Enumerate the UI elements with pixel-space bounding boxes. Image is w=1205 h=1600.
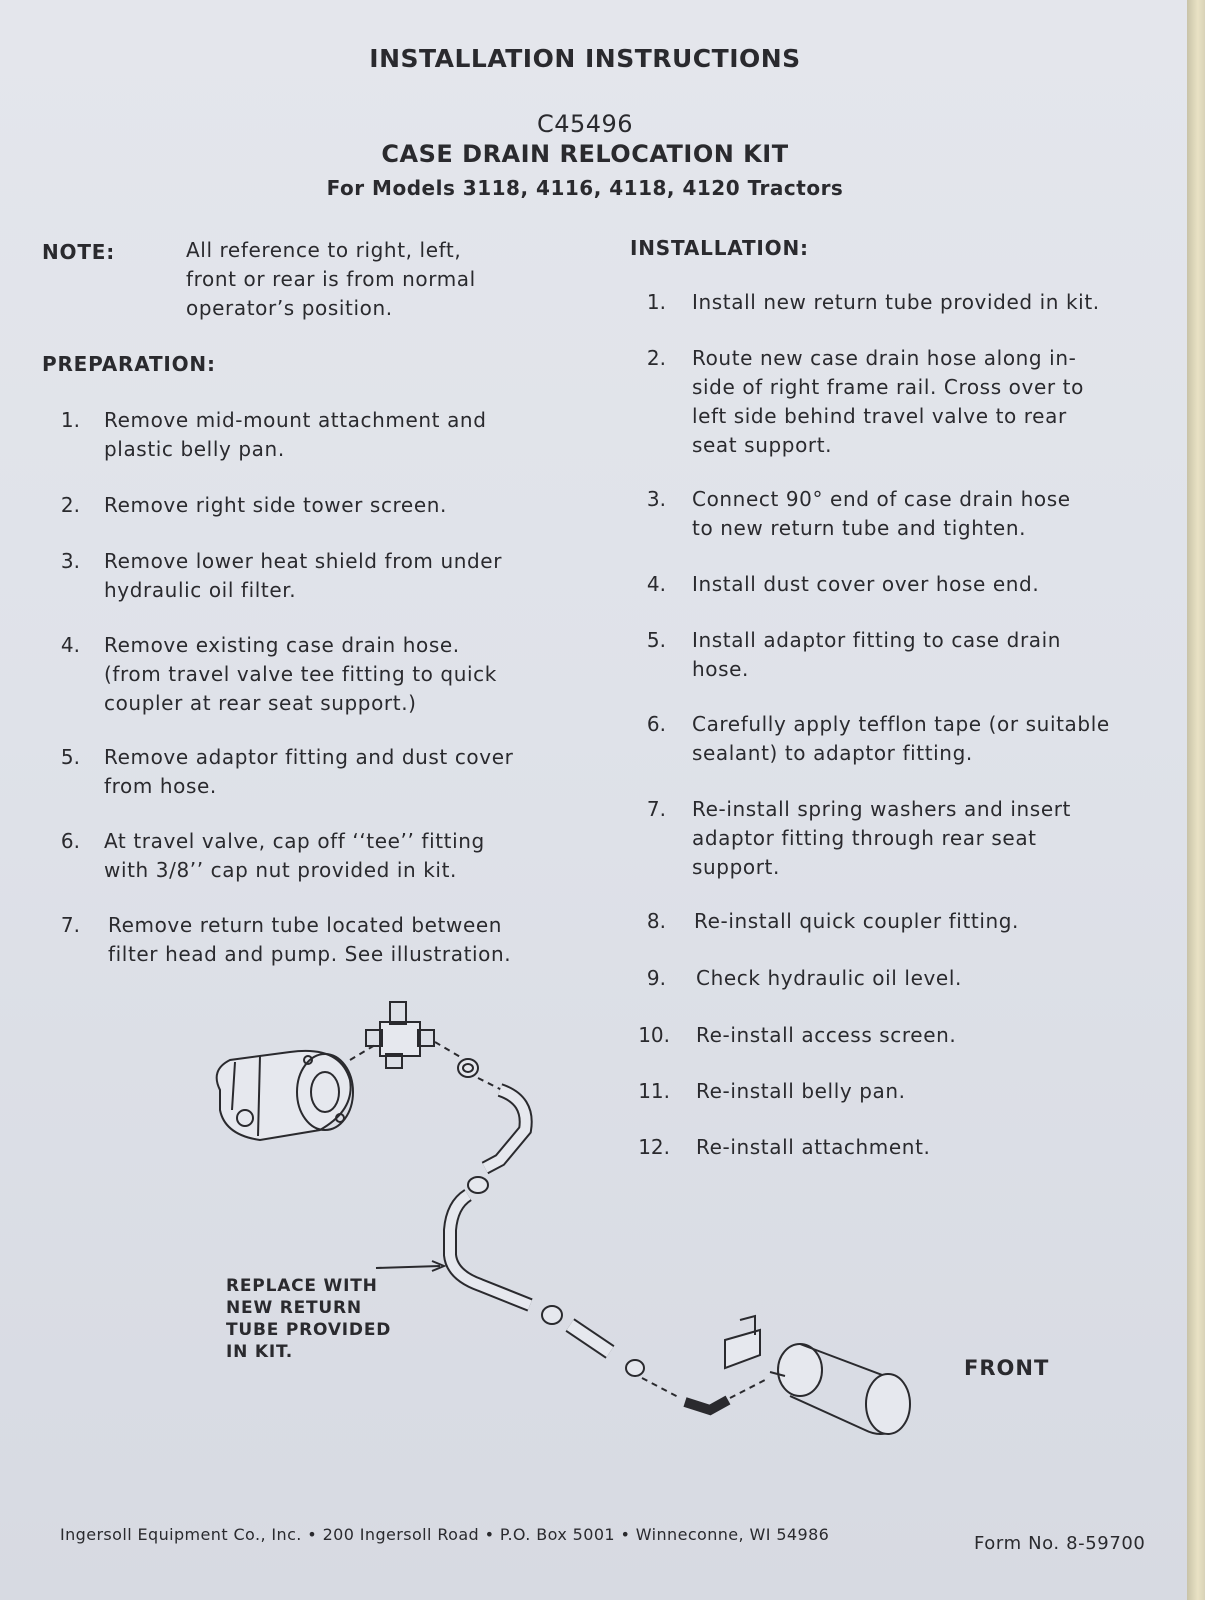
hydraulic-pump-drawing <box>217 1051 353 1140</box>
step-number: 12. <box>638 1135 670 1159</box>
oil-filter-drawing <box>770 1344 910 1434</box>
step-number: 3. <box>646 487 666 511</box>
step-line: side of right frame rail. Cross over to <box>692 375 1084 399</box>
callout-line: NEW RETURN <box>226 1298 362 1318</box>
note-text <box>186 236 476 323</box>
step-line: Remove return tube located between <box>108 913 503 937</box>
step-text <box>692 344 1084 460</box>
step-number: 2. <box>646 346 666 370</box>
step-number: 2. <box>60 493 80 517</box>
step-number: 10. <box>638 1023 670 1047</box>
step-number: 4. <box>60 633 80 657</box>
step-number: 1. <box>60 408 80 432</box>
callout-line: TUBE PROVIDED <box>226 1320 392 1340</box>
step-number: 5. <box>60 745 80 769</box>
step-number: 1. <box>646 290 666 314</box>
step-text <box>104 406 487 464</box>
step-line: Re-install attachment. <box>696 1135 931 1159</box>
tee-fitting-drawing <box>366 1002 434 1068</box>
step-text <box>696 964 962 993</box>
step-line: seat support. <box>692 433 833 457</box>
note-line: All reference to right, left, <box>186 238 462 262</box>
preparation-heading: PREPARATION: <box>42 352 216 376</box>
step-number: 4. <box>646 572 666 596</box>
step-number: 8. <box>646 909 666 933</box>
step-line: hose. <box>692 657 749 681</box>
step-line: with 3/8’’ cap nut provided in kit. <box>104 858 457 882</box>
part-number: C45496 <box>536 110 634 138</box>
step-text <box>692 795 1071 882</box>
footer-company-address: Ingersoll Equipment Co., Inc. • 200 Ingersoll Road • P.O. Box 5001 • Winneconne, WI 54986 <box>60 1525 830 1544</box>
step-text <box>692 710 1110 768</box>
exploded-parts-illustration <box>200 1000 960 1500</box>
step-line: Re-install quick coupler fitting. <box>694 909 1020 933</box>
step-line: Install adaptor fitting to case drain <box>692 628 1062 652</box>
step-line: from hose. <box>104 774 217 798</box>
step-text <box>104 491 447 520</box>
step-line: Install dust cover over hose end. <box>692 572 1040 596</box>
kit-name: CASE DRAIN RELOCATION KIT <box>381 140 789 168</box>
illustration-callout <box>226 1275 391 1363</box>
note-line: front or rear is from normal <box>186 267 476 291</box>
step-line: to new return tube and tighten. <box>692 516 1027 540</box>
step-line: sealant) to adaptor fitting. <box>692 741 973 765</box>
step-number: 7. <box>60 913 80 937</box>
step-text <box>104 743 513 801</box>
note-line: operator’s position. <box>186 296 393 320</box>
step-line: At travel valve, cap off ‘‘tee’’ fitting <box>104 829 485 853</box>
installation-heading: INSTALLATION: <box>630 236 809 260</box>
step-text <box>108 911 511 969</box>
step-line: hydraulic oil filter. <box>104 578 297 602</box>
step-line: filter head and pump. See illustration. <box>108 942 512 966</box>
step-line: Check hydraulic oil level. <box>696 966 962 990</box>
step-line: Remove mid-mount attachment and <box>104 408 487 432</box>
step-line: Route new case drain hose along in- <box>692 346 1077 370</box>
step-number: 6. <box>646 712 666 736</box>
models-line: For Models 3118, 4116, 4118, 4120 Tractors <box>326 176 844 200</box>
form-number: Form No. 8-59700 <box>974 1533 1146 1554</box>
step-line: adaptor fitting through rear seat <box>692 826 1037 850</box>
step-text <box>694 907 1019 936</box>
step-text <box>104 547 502 605</box>
step-text <box>692 626 1061 684</box>
step-line: (from travel valve tee fitting to quick <box>104 662 497 686</box>
step-text <box>104 631 497 718</box>
step-line: Remove existing case drain hose. <box>104 633 460 657</box>
step-line: Re-install spring washers and insert <box>692 797 1071 821</box>
step-number: 7. <box>646 797 666 821</box>
callout-line: IN KIT. <box>226 1342 294 1362</box>
step-text <box>692 288 1100 317</box>
step-line: coupler at rear seat support.) <box>104 691 417 715</box>
step-line: Re-install belly pan. <box>696 1079 906 1103</box>
step-line: Remove right side tower screen. <box>104 493 447 517</box>
step-number: 9. <box>646 966 666 990</box>
step-number: 3. <box>60 549 80 573</box>
callout-line: REPLACE WITH <box>226 1276 378 1296</box>
step-text <box>104 827 485 885</box>
step-text <box>692 570 1039 599</box>
note-label: NOTE: <box>42 240 116 264</box>
step-number: 11. <box>638 1079 670 1103</box>
step-line: left side behind travel valve to rear <box>692 404 1067 428</box>
step-line: support. <box>692 855 780 879</box>
step-line: Remove lower heat shield from under <box>104 549 503 573</box>
step-line: Install new return tube provided in kit. <box>692 290 1100 314</box>
document-title: INSTALLATION INSTRUCTIONS <box>369 44 801 73</box>
step-number: 6. <box>60 829 80 853</box>
step-number: 5. <box>646 628 666 652</box>
front-direction-label: FRONT <box>964 1356 1050 1380</box>
step-line: Re-install access screen. <box>696 1023 957 1047</box>
step-line: Carefully apply tefflon tape (or suitable <box>692 712 1110 736</box>
step-line: plastic belly pan. <box>104 437 285 461</box>
paper-edge <box>1187 0 1205 1600</box>
step-line: Connect 90° end of case drain hose <box>692 487 1071 511</box>
step-line: Remove adaptor fitting and dust cover <box>104 745 514 769</box>
step-text <box>692 485 1071 543</box>
